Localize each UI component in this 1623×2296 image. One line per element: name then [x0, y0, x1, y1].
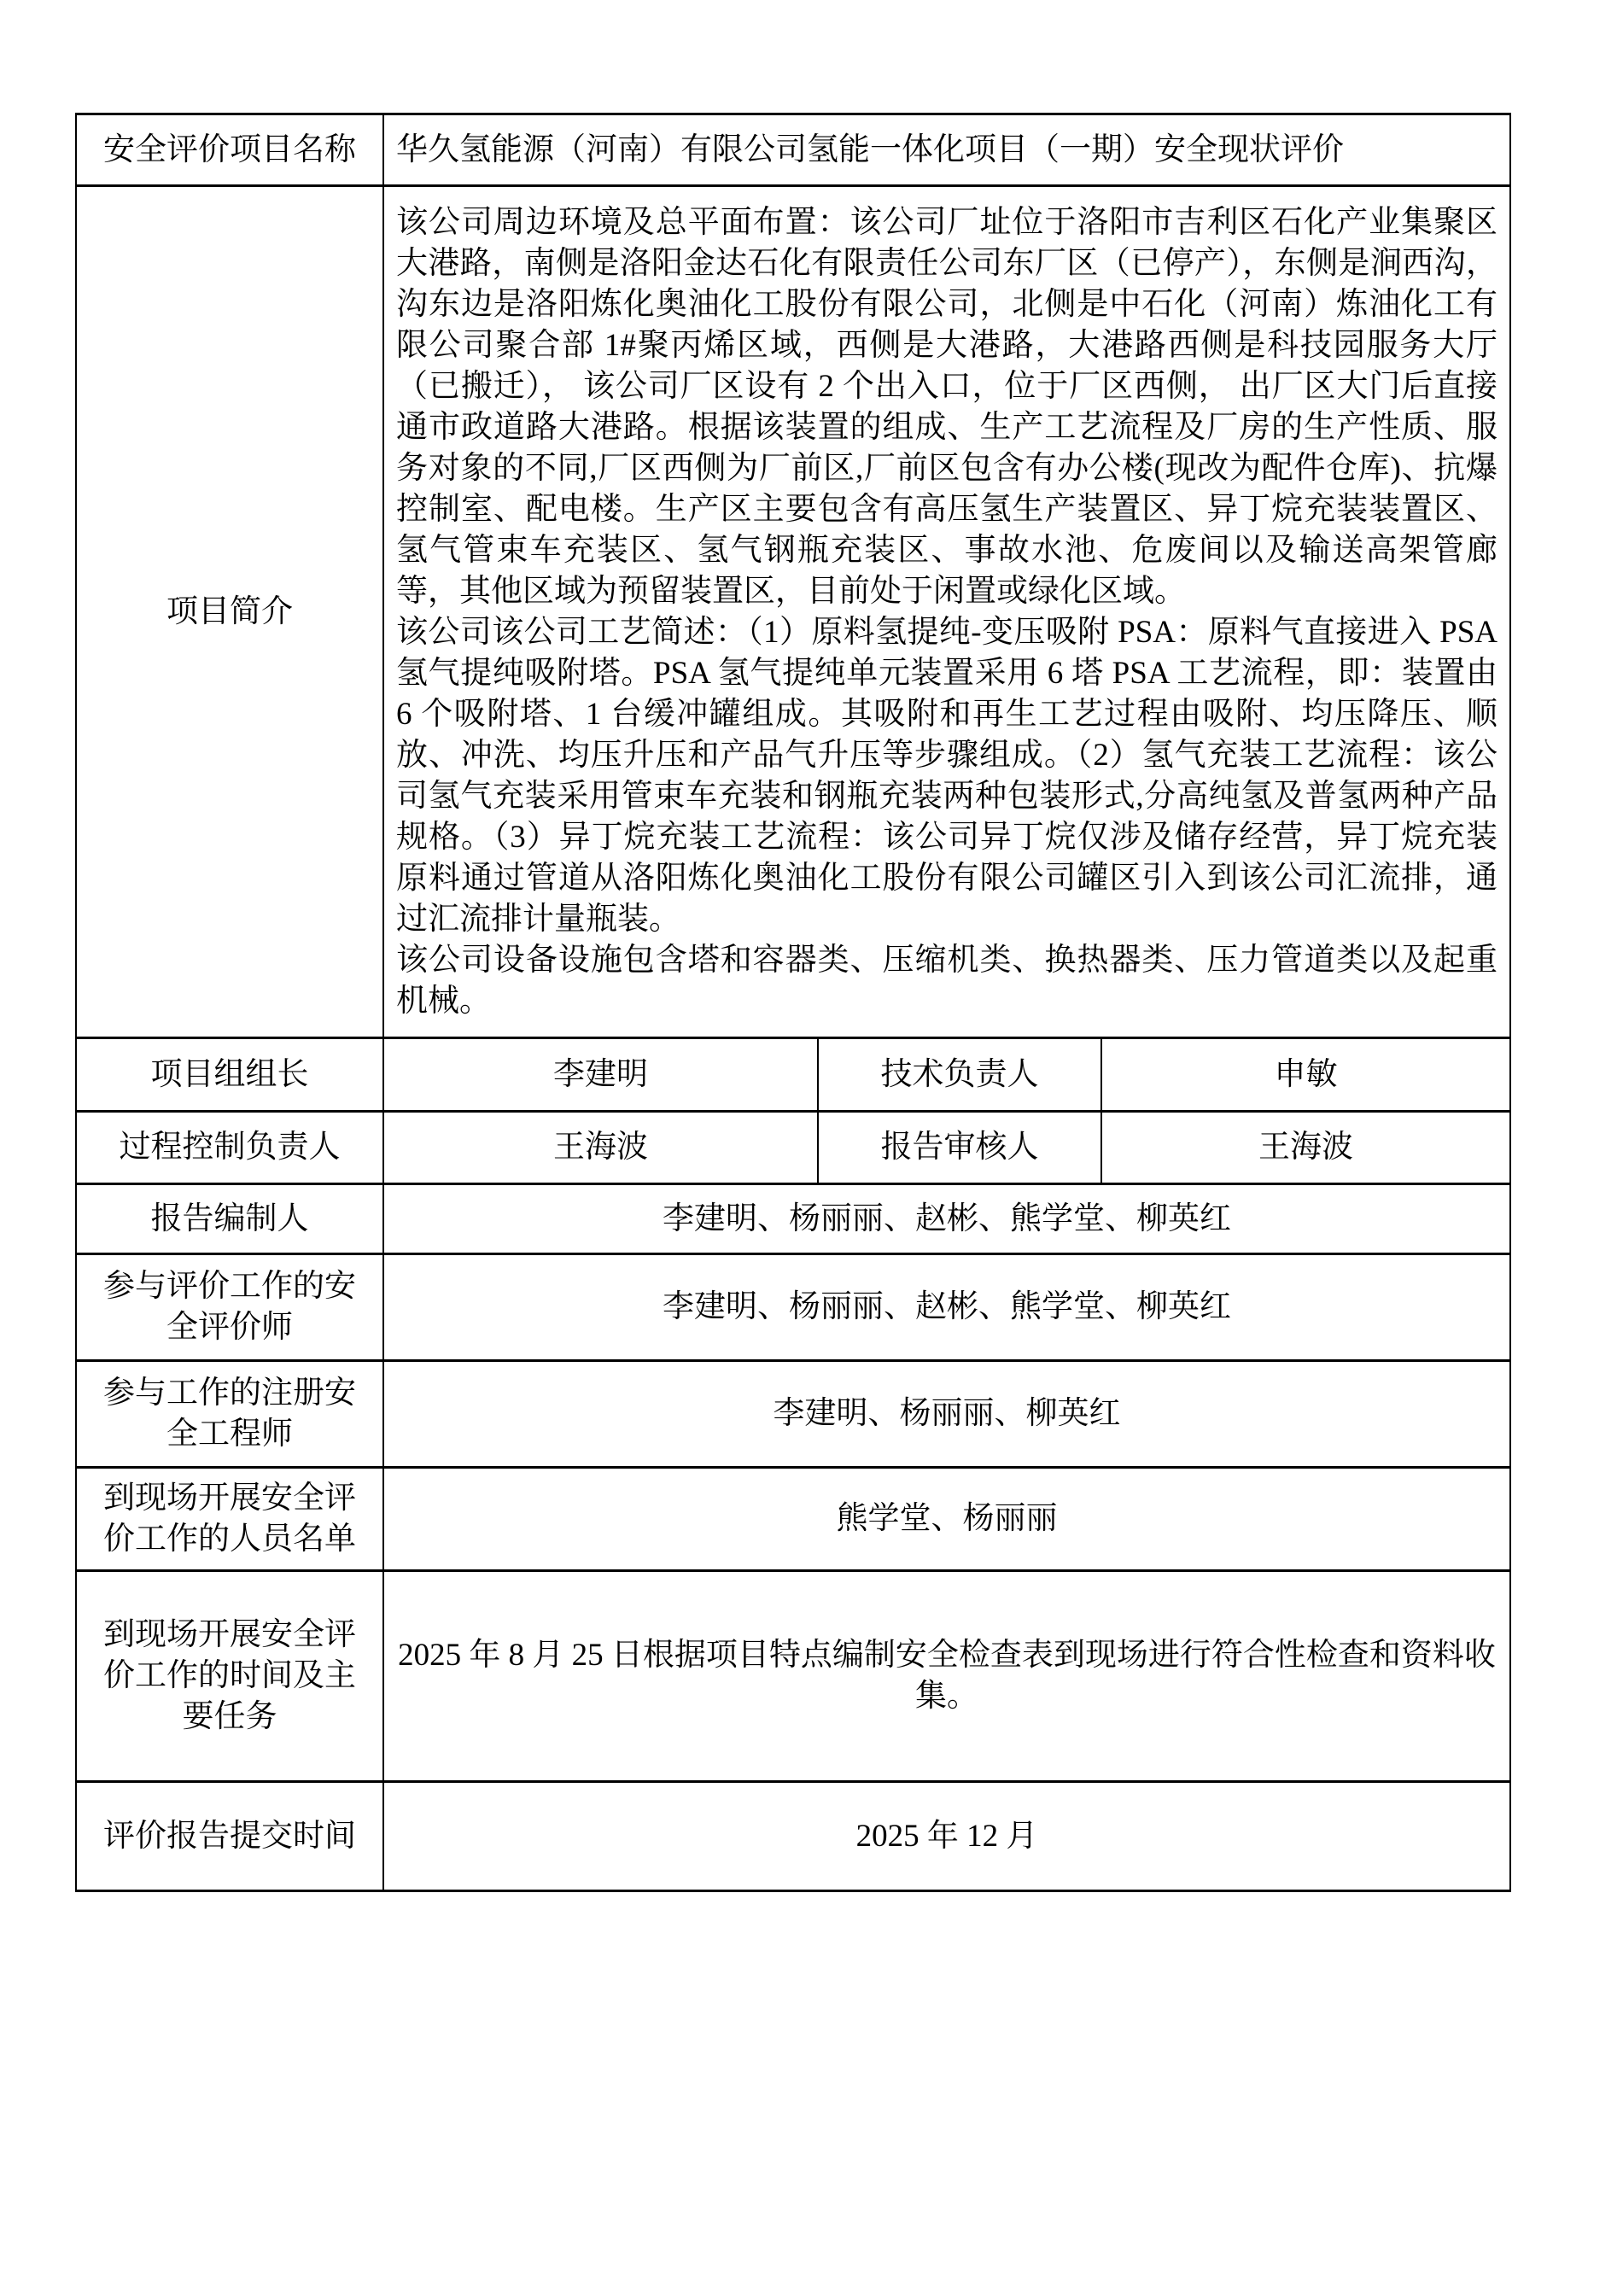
team-leader-value: 李建明 — [383, 1038, 818, 1112]
row-registered-engineers — [76, 1361, 1510, 1468]
site-personnel-value: 熊学堂、杨丽丽 — [383, 1468, 1510, 1571]
intro-paragraph-3: 该公司设备设施包含塔和容器类、压缩机类、换热器类、压力管道类以及起重机械。 — [396, 942, 1497, 1019]
row-team-leaders — [76, 1038, 1510, 1112]
row-process-control — [76, 1112, 1510, 1184]
row-submission-date — [76, 1782, 1510, 1891]
project-intro-label: 项目简介 — [76, 186, 383, 1038]
submission-date-value: 2025 年 12 月 — [383, 1782, 1510, 1891]
project-name-label: 安全评价项目名称 — [76, 114, 383, 186]
report-reviewer-label: 报告审核人 — [818, 1112, 1101, 1184]
row-project-name — [76, 114, 1510, 186]
report-authors-label: 报告编制人 — [76, 1184, 383, 1254]
site-personnel-label: 到现场开展安全评价工作的人员名单 — [76, 1468, 383, 1571]
intro-paragraph-1: 该公司周边环境及总平面布置：该公司厂址位于洛阳市吉利区石化产业集聚区大港路，南侧是洛阳金达石化有限责任公司东厂区（已停产），东侧是涧西沟，沟东边是洛阳炼化奥油化工股份有限公司，北侧是中石化（河南）炼油化工有限公司聚合部 1#聚丙烯区域，西侧是大港路，大港路西侧是科技园服务大厅（已搬迁）， 该公司厂区设有 2 个出入口，位于厂区西侧， 出厂区大门后直接通市政道路大港路。根据该装置的组成、生产工艺流程及厂房的生产性质、服务对象的不同,厂区西侧为厂前区,厂前区包含有办公楼(现改为配件仓库)、抗爆控制室、配电楼。生产区主要包含有高压氢生产装置区、异丁烷充装装置区、氢气管束车充装区、氢气钢瓶充装区、事故水池、危废间以及输送高架管廊等，其他区域为预留装置区，目前处于闲置或绿化区域。 — [396, 204, 1497, 609]
submission-date-label: 评价报告提交时间 — [76, 1782, 383, 1891]
report-reviewer-value: 王海波 — [1101, 1112, 1510, 1184]
row-site-schedule — [76, 1571, 1510, 1782]
site-schedule-value: 2025 年 8 月 25 日根据项目特点编制安全检查表到现场进行符合性检查和资料收集。 — [383, 1571, 1510, 1782]
row-report-authors — [76, 1184, 1510, 1254]
technical-lead-value: 申敏 — [1101, 1038, 1510, 1112]
safety-evaluation-info-table — [75, 113, 1511, 1892]
row-site-personnel — [76, 1468, 1510, 1571]
evaluators-label: 参与评价工作的安全评价师 — [76, 1254, 383, 1361]
row-evaluators — [76, 1254, 1510, 1361]
registered-engineers-value: 李建明、杨丽丽、柳英红 — [383, 1361, 1510, 1468]
evaluators-value: 李建明、杨丽丽、赵彬、熊学堂、柳英红 — [383, 1254, 1510, 1361]
intro-paragraph-2: 该公司该公司工艺简述：（1）原料氢提纯-变压吸附 PSA：原料气直接进入 PSA 氢气提纯吸附塔。PSA 氢气提纯单元装置采用 6 塔 PSA 工艺流程，即：装置由 6 个吸附塔、1 台缓冲罐组成。其吸附和再生工艺过程由吸附、均压降压、顺放、冲洗、均压升压和产品气升压等步骤组成。（2）氢气充装工艺流程：该公司氢气充装采用管束车充装和钢瓶充装两种包装形式,分高纯氢及普氢两种产品规格。（3）异丁烷充装工艺流程：该公司异丁烷仅涉及储存经营，异丁烷充装原料通过管道从洛阳炼化奥油化工股份有限公司罐区引入到该公司汇流排，通过汇流排计量瓶装。 — [396, 614, 1497, 937]
row-project-intro — [76, 186, 1510, 1038]
process-control-value: 王海波 — [383, 1112, 818, 1184]
site-schedule-label: 到现场开展安全评价工作的时间及主要任务 — [76, 1571, 383, 1782]
registered-engineers-label: 参与工作的注册安全工程师 — [76, 1361, 383, 1468]
project-name-value: 华久氢能源（河南）有限公司氢能一体化项目（一期）安全现状评价 — [383, 114, 1510, 186]
report-authors-value: 李建明、杨丽丽、赵彬、熊学堂、柳英红 — [383, 1184, 1510, 1254]
technical-lead-label: 技术负责人 — [818, 1038, 1101, 1112]
team-leader-label: 项目组组长 — [76, 1038, 383, 1112]
process-control-label: 过程控制负责人 — [76, 1112, 383, 1184]
project-intro-value — [383, 186, 1510, 1038]
